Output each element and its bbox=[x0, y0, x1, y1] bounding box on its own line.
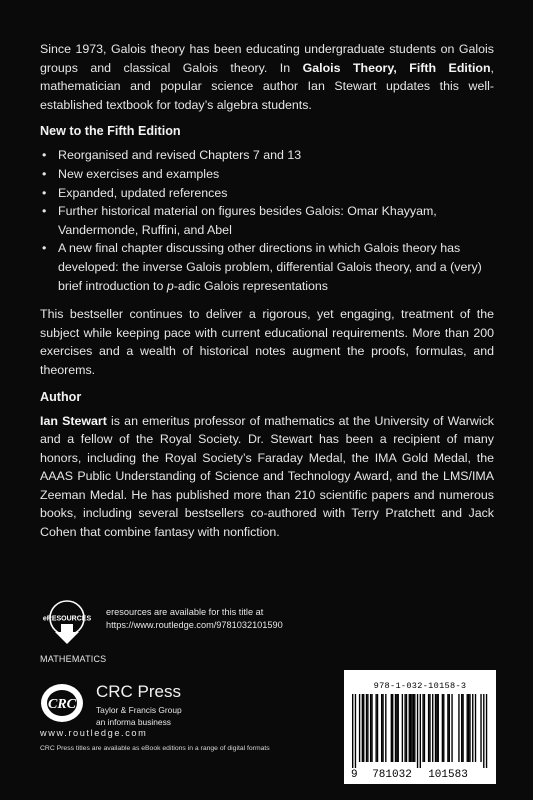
barcode-bar bbox=[396, 694, 397, 762]
list-item bbox=[40, 239, 494, 295]
list-item-italic: p bbox=[166, 278, 174, 293]
barcode-bar bbox=[461, 694, 462, 762]
barcode-bar bbox=[447, 694, 448, 762]
barcode-bar bbox=[486, 694, 487, 768]
barcode-bar bbox=[468, 694, 469, 762]
barcode-bar bbox=[385, 694, 386, 762]
barcode-digit-lead: 9 bbox=[351, 769, 358, 780]
list-item: • Reorganised and revised Chapters 7 and 13 bbox=[40, 146, 494, 165]
crc-logo-icon bbox=[38, 682, 86, 724]
eresources-text bbox=[106, 606, 283, 632]
eresources-icon-label: eRESOURCES bbox=[42, 615, 92, 623]
isbn-barcode bbox=[344, 670, 496, 784]
barcode-bar bbox=[381, 694, 382, 762]
barcode-bar bbox=[352, 694, 353, 768]
barcode-bar bbox=[371, 694, 372, 762]
eresources-block bbox=[40, 600, 340, 650]
barcode-bar bbox=[451, 694, 452, 762]
bestseller-paragraph: This bestseller continues to deliver a rigorous, yet engaging, treatment of the subject while keeping pace with current educational requirements. More than 200 exercises and a wealth of historical notes augment the proofs, formulas, and theorems. bbox=[40, 307, 494, 377]
crc-logo-text: CRC bbox=[47, 697, 77, 712]
publisher-website[interactable]: www.routledge.com bbox=[40, 728, 148, 738]
barcode-bar bbox=[367, 694, 368, 762]
barcode-bar bbox=[375, 694, 376, 762]
barcode-bar bbox=[382, 694, 383, 762]
new-edition-heading: New to the Fifth Edition bbox=[40, 124, 181, 139]
barcode-bar bbox=[392, 694, 393, 762]
barcode-bar bbox=[395, 694, 396, 762]
ebook-note: CRC Press titles are available as eBook editions in a range of digital formats bbox=[40, 745, 270, 752]
eresources-url[interactable]: https://www.routledge.com/9781032101590 bbox=[106, 620, 283, 630]
barcode-bar bbox=[409, 694, 410, 762]
author-heading: Author bbox=[40, 389, 82, 404]
barcode-bar bbox=[483, 694, 484, 768]
barcode-bar bbox=[469, 694, 470, 762]
barcode-bar bbox=[410, 694, 411, 762]
barcode-bar bbox=[428, 694, 429, 762]
barcode-bar bbox=[462, 694, 463, 762]
barcode-bar bbox=[424, 694, 425, 762]
publisher-group: Taylor & Francis Group bbox=[96, 705, 182, 715]
eresources-line: eresources are available for this title at bbox=[106, 607, 264, 617]
intro-paragraph bbox=[40, 40, 494, 114]
barcode-bar bbox=[417, 694, 418, 768]
barcode-digits-left: 781032 bbox=[372, 769, 412, 780]
intro-text: Since 1973, Galois theory has been educating undergraduate students on Galois groups and classical Galois theory. In bbox=[40, 42, 494, 75]
barcode-bar bbox=[404, 694, 405, 762]
isbn-number: 978-1-032-10158-3 bbox=[373, 681, 467, 691]
barcode-bar bbox=[438, 694, 439, 762]
barcode-bar bbox=[480, 694, 481, 762]
author-bio: is an emeritus professor of mathematics at the University of Warwick and a fellow of the Royal Society. Dr. Stewart has been a recipient of many honors, including the Royal Society’s Faraday Medal, the IMA Gold Medal, the AAAS Public Understanding of Science and Technology Award, and the LMS/IMA Zeeman Medal. He has published more than 210 scientific papers and numerous books, including several bestsellers co-authored with Terry Pratchett and Jack Cohen that combine fantasy with nonfiction. bbox=[40, 413, 494, 540]
barcode-bar bbox=[406, 694, 407, 762]
barcode-bar bbox=[402, 694, 403, 762]
barcode-digits-right: 101583 bbox=[428, 769, 468, 780]
barcode-bar bbox=[355, 694, 356, 768]
list-item-text: A new final chapter discussing other directions in which Galois theory has developed: the inverse Galois problem, differential Galois theory, and a (very) brief introduction to bbox=[58, 241, 482, 293]
author-paragraph bbox=[40, 412, 494, 542]
barcode-bar bbox=[413, 694, 414, 762]
book-title: Galois Theory, Fifth Edition bbox=[302, 60, 491, 75]
barcode-bar bbox=[458, 694, 459, 762]
publisher-name: CRC Press bbox=[96, 682, 182, 701]
list-item: • Expanded, updated references bbox=[40, 184, 494, 203]
subject-category: MATHEMATICS bbox=[40, 654, 107, 664]
barcode-bar bbox=[366, 694, 367, 762]
barcode-bar bbox=[442, 694, 443, 762]
back-cover-text bbox=[40, 40, 494, 542]
eresources-icon bbox=[40, 600, 96, 648]
barcode-bar bbox=[435, 694, 436, 762]
barcode-bar bbox=[370, 694, 371, 762]
author-name: Ian Stewart bbox=[40, 413, 107, 428]
barcode-bar bbox=[436, 694, 437, 762]
list-item: • Further historical material on figures besides Galois: Omar Khayyam, Vandermonde, Ruffini, and Abel bbox=[40, 202, 494, 239]
barcode-bar bbox=[391, 694, 392, 762]
publisher-informa: an informa business bbox=[96, 717, 171, 727]
barcode-bar bbox=[411, 694, 412, 762]
barcode-bar bbox=[443, 694, 444, 762]
barcode-graphic bbox=[348, 692, 492, 780]
barcode-bar bbox=[398, 694, 399, 762]
barcode-bar bbox=[472, 694, 473, 762]
barcode-bar bbox=[414, 694, 415, 762]
barcode-bar bbox=[362, 694, 363, 762]
intro-text-end: , mathematician and popular science author Ian Stewart updates this well-established textbook for today’s algebra students. bbox=[40, 60, 494, 112]
barcode-bar bbox=[467, 694, 468, 762]
barcode-bar bbox=[377, 694, 378, 762]
barcode-bar bbox=[420, 694, 421, 768]
barcode-bar bbox=[449, 694, 450, 762]
new-features-list bbox=[40, 146, 494, 295]
barcode-bar bbox=[432, 694, 433, 762]
barcode-bar bbox=[429, 694, 430, 762]
list-item-text-end: -adic Galois representations bbox=[173, 278, 329, 293]
barcode-bar bbox=[422, 694, 423, 762]
barcode-bar bbox=[363, 694, 364, 762]
barcode-bar bbox=[359, 694, 360, 762]
list-item: • New exercises and examples bbox=[40, 165, 494, 184]
barcode-bar bbox=[475, 694, 476, 762]
